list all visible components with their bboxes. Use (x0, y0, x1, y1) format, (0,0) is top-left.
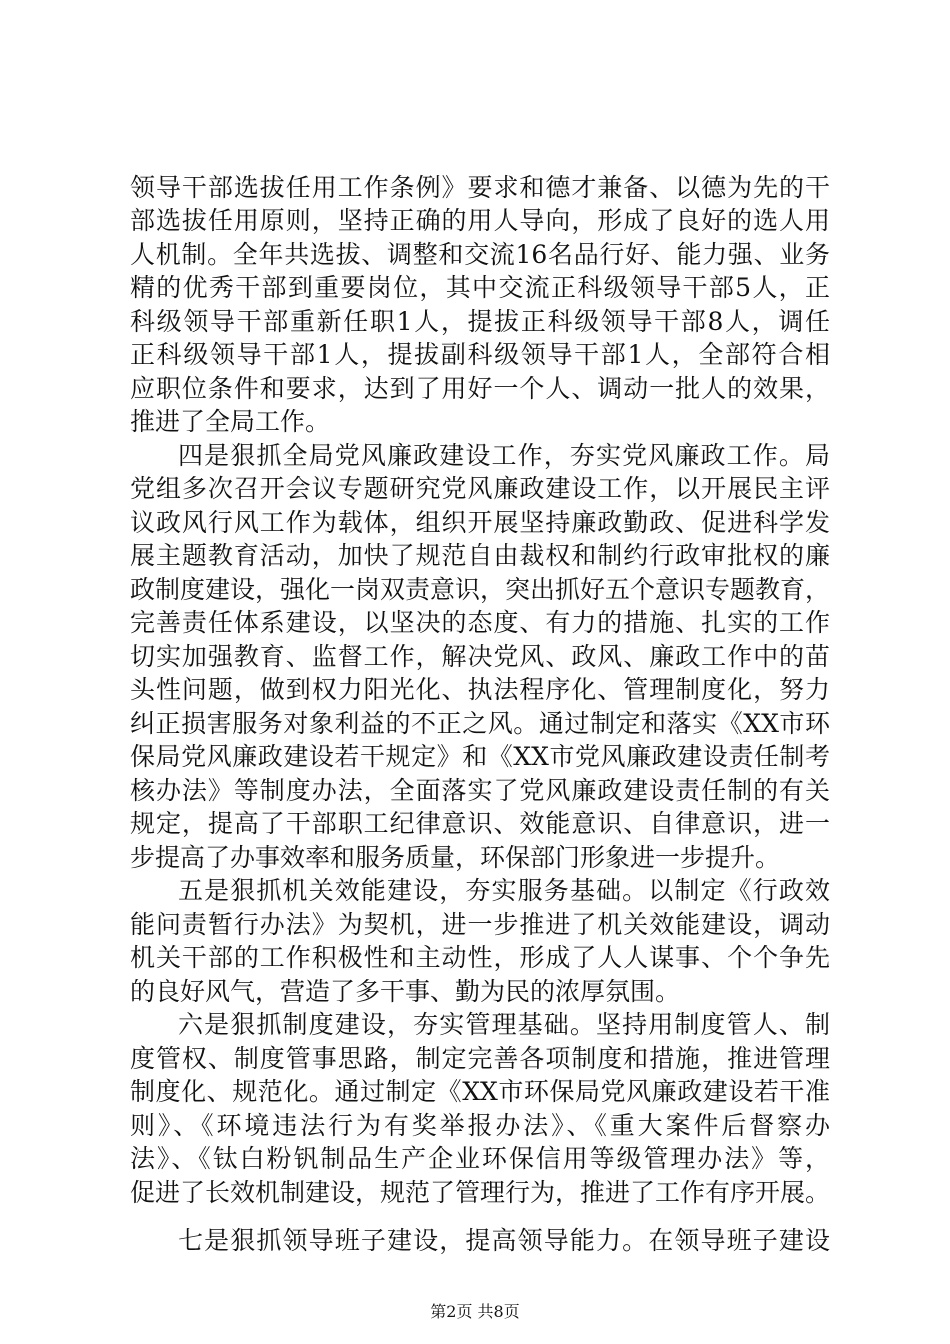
body-text-line: 展主题教育活动，加快了规范自由裁权和制约行政审批权的廉 (130, 541, 830, 570)
body-text-line: 党组多次召开会议专题研究党风廉政建设工作，以开展民主评 (130, 474, 830, 503)
page-footer: 第2页 共8页 (430, 1302, 520, 1321)
paragraph-first-line: 七是狠抓领导班子建设，提高领导能力。在领导班子建设 (178, 1226, 830, 1255)
paragraph-first-line: 五是狠抓机关效能建设，夯实服务基础。以制定《行政效 (178, 876, 830, 905)
body-text-line: 能问责暂行办法》为契机，进一步推进了机关效能建设，调动 (130, 910, 830, 939)
body-text-line: 则》、《环境违法行为有奖举报办法》、《重大案件后督察办 (130, 1111, 830, 1140)
body-text-line: 纠正损害服务对象利益的不正之风。通过制定和落实《XX市环 (130, 709, 830, 738)
body-text-line: 正科级领导干部1人，提拔副科级领导干部1人，全部符合相 (130, 340, 830, 369)
paragraph-first-line: 六是狠抓制度建设，夯实管理基础。坚持用制度管人、制 (178, 1010, 830, 1039)
body-text-line: 推进了全局工作。 (130, 407, 331, 436)
body-text-line: 机关干部的工作积极性和主动性，形成了人人谋事、个个争先 (130, 943, 830, 972)
body-text-line: 领导干部选拔任用工作条例》要求和德才兼备、以德为先的干 (130, 173, 830, 202)
body-text-line: 科级领导干部重新任职1人，提拔正科级领导干部8人，调任 (130, 307, 830, 336)
body-text-line: 规定，提高了干部职工纪律意识、效能意识、自律意识，进一 (130, 809, 830, 838)
body-text-line: 部选拔任用原则，坚持正确的用人导向，形成了良好的选人用 (130, 206, 830, 235)
body-text-line: 应职位条件和要求，达到了用好一个人、调动一批人的效果， (130, 374, 830, 403)
body-text-line: 促进了长效机制建设，规范了管理行为，推进了工作有序开展。 (130, 1178, 831, 1207)
body-text-line: 精的优秀干部到重要岗位，其中交流正科级领导干部5人，正 (130, 273, 830, 302)
body-text-line: 度管权、制度管事思路，制定完善各项制度和措施，推进管理 (130, 1044, 830, 1073)
body-text-line: 切实加强教育、监督工作，解决党风、政风、廉政工作中的苗 (130, 642, 830, 671)
body-text-line: 政制度建设，强化一岗双责意识，突出抓好五个意识专题教育， (130, 575, 831, 604)
body-text-line: 人机制。全年共选拔、调整和交流16名品行好、能力强、业务 (130, 240, 830, 269)
body-text-line: 制度化、规范化。通过制定《XX市环保局党风廉政建设若干准 (130, 1077, 830, 1106)
body-text-line: 步提高了办事效率和服务质量，环保部门形象进一步提升。 (130, 843, 781, 872)
body-text-line: 的良好风气，营造了多干事、勤为民的浓厚氛围。 (130, 977, 681, 1006)
body-text-line: 完善责任体系建设，以坚决的态度、有力的措施、扎实的工作 (130, 608, 830, 637)
body-text-line: 头性问题，做到权力阳光化、执法程序化、管理制度化，努力 (130, 675, 830, 704)
paragraph-first-line: 四是狠抓全局党风廉政建设工作，夯实党风廉政工作。局 (178, 441, 830, 470)
body-text-line: 保局党风廉政建设若干规定》和《XX市党风廉政建设责任制考 (130, 742, 830, 771)
body-text-line: 核办法》等制度办法，全面落实了党风廉政建设责任制的有关 (130, 776, 830, 805)
body-text-line: 议政风行风工作为载体，组织开展坚持廉政勤政、促进科学发 (130, 508, 830, 537)
body-text-line: 法》、《钛白粉钒制品生产企业环保信用等级管理办法》等， (130, 1144, 830, 1173)
